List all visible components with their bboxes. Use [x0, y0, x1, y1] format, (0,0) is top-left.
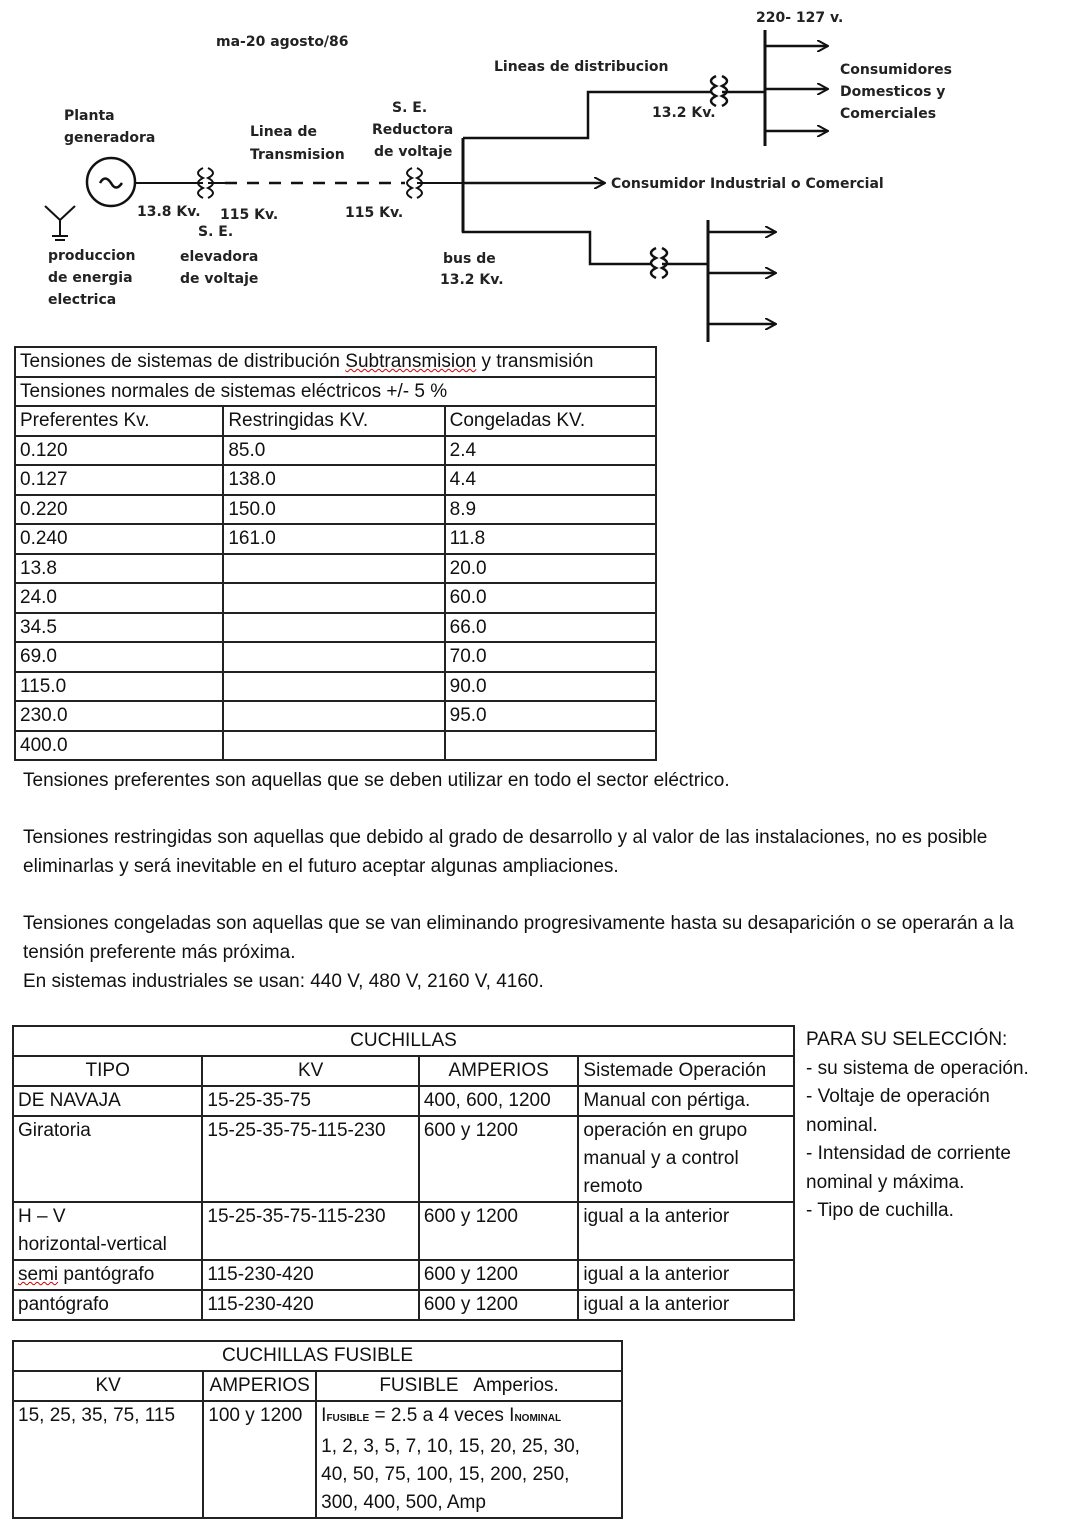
table-row [13, 1260, 794, 1290]
restringidas-text-2: eliminarlas y será inevitable en el futuro aceptar algunas ampliaciones. [23, 856, 619, 877]
cell-op: igual a la anterior [578, 1290, 794, 1320]
consumidores-label-3: Comerciales [840, 106, 937, 122]
cell-kv: 115-230-420 [202, 1290, 418, 1320]
cell: 400.0 [15, 731, 223, 761]
seleccion-title: PARA SU SELECCIÓN: [806, 1029, 1008, 1050]
cell [223, 613, 444, 643]
se-reductora-label-2: Reductora [372, 122, 454, 138]
voltage-table [14, 346, 657, 761]
table-row [13, 1202, 794, 1260]
cell [223, 583, 444, 613]
cell: 85.0 [223, 436, 444, 466]
cell: 0.127 [15, 465, 223, 495]
cell: 60.0 [445, 583, 656, 613]
planta-label-2: generadora [64, 130, 156, 146]
cell: 150.0 [223, 495, 444, 525]
cell: 66.0 [445, 613, 656, 643]
cuchillas-title: CUCHILLAS [13, 1026, 794, 1056]
bus-label-1: bus de [443, 251, 496, 267]
cell: 11.8 [445, 524, 656, 554]
cell-op: operación en grupo manual y a control remoto [578, 1116, 794, 1202]
table-row [13, 1290, 794, 1320]
table-row [15, 672, 656, 702]
table-row [15, 613, 656, 643]
cell: 13.8 [15, 554, 223, 584]
industriales-text: En sistemas industriales se usan: 440 V, 480 V, 2160 V, 4160. [23, 971, 544, 992]
produccion-label-1: produccion [48, 248, 136, 264]
kv-115-left-label: 115 Kv. [220, 207, 279, 223]
cell-op: igual a la anterior [578, 1202, 794, 1260]
cell: 20.0 [445, 554, 656, 584]
cell-amp: 600 y 1200 [419, 1116, 579, 1202]
cell: 161.0 [223, 524, 444, 554]
bus-label-2: 13.2 Kv. [440, 272, 504, 288]
table-row [15, 642, 656, 672]
header-sistema-operacion: Sistemade Operación [578, 1056, 794, 1086]
header-amperios: AMPERIOS [203, 1371, 316, 1401]
cell: 230.0 [15, 701, 223, 731]
cell: 0.120 [15, 436, 223, 466]
cell: 115.0 [15, 672, 223, 702]
linea-transmision-label-2: Transmision [250, 147, 345, 163]
se-elevadora-label-3: de voltaje [180, 271, 259, 287]
header-kv: KV [202, 1056, 418, 1086]
cell-kv: 15-25-35-75 [202, 1086, 418, 1116]
cell [223, 642, 444, 672]
cell: 24.0 [15, 583, 223, 613]
voltage-table-title: Tensiones de sistemas de distribución Subtransmision y transmisión [15, 347, 656, 377]
cell: 4.4 [445, 465, 656, 495]
table-row [15, 554, 656, 584]
cell: 69.0 [15, 642, 223, 672]
header-fusible: FUSIBLE Amperios. [316, 1371, 622, 1401]
kv-132-label: 13.2 Kv. [652, 105, 716, 121]
table-row [13, 1401, 622, 1518]
header-amperios: AMPERIOS [419, 1056, 579, 1086]
produccion-label-3: electrica [48, 292, 117, 308]
cell [223, 672, 444, 702]
step-down-transformer [407, 168, 463, 198]
cell-amp: 600 y 1200 [419, 1202, 579, 1260]
header-preferentes: Preferentes Kv. [15, 406, 223, 436]
cell-amp: 600 y 1200 [419, 1290, 579, 1320]
cell-kv: 15-25-35-75-115-230 [202, 1202, 418, 1260]
header-congeladas: Congeladas KV. [445, 406, 656, 436]
fusible-formula: IFUSIBLE = 2.5 a 4 veces INOMINAL [321, 1405, 562, 1426]
cell-amp: 600 y 1200 [419, 1260, 579, 1290]
cell [223, 731, 444, 761]
single-line-diagram [0, 0, 1092, 345]
cell-amp: 400, 600, 1200 [419, 1086, 579, 1116]
table-row [15, 524, 656, 554]
congeladas-text-1: Tensiones congeladas son aquellas que se van eliminando progresivamente hasta su desaparición o se operarán a la [23, 913, 1014, 934]
lineas-distribucion-label: Lineas de distribucion [494, 59, 669, 75]
cell: 0.220 [15, 495, 223, 525]
voltage-table-subtitle: Tensiones normales de sistemas eléctricos +/- 5 % [15, 377, 656, 407]
table-row [15, 465, 656, 495]
cell: 8.9 [445, 495, 656, 525]
upper-distribution-line [463, 30, 765, 146]
cell: 0.240 [15, 524, 223, 554]
cell-fusible: IFUSIBLE = 2.5 a 4 veces INOMINAL 1, 2, 3, 5, 7, 10, 15, 20, 25, 30, 40, 50, 75, 100, 15, 200, 250, 300, 400, 500, Amp [316, 1401, 622, 1518]
se-reductora-label-3: de voltaje [374, 144, 453, 160]
voltage-table-header [15, 406, 656, 436]
cell: 138.0 [223, 465, 444, 495]
header-tipo: TIPO [13, 1056, 202, 1086]
seleccion-line: - Voltaje de operación [806, 1086, 990, 1107]
seleccion-notes [806, 1026, 1029, 1226]
consumidores-label-1: Consumidores [840, 62, 952, 78]
cell-amp: 100 y 1200 [203, 1401, 316, 1518]
restringidas-text-1: Tensiones restringidas son aquellas que debido al grado de desarrollo y al valor de las instalaciones, no es posible [23, 827, 988, 848]
cell-tipo: pantógrafo [13, 1290, 202, 1320]
fusible-header [13, 1371, 622, 1401]
cell: 2.4 [445, 436, 656, 466]
seleccion-line: nominal. [806, 1114, 878, 1136]
table-row [13, 1116, 794, 1202]
table-row [13, 1086, 794, 1116]
preferentes-text: Tensiones preferentes son aquellas que se deben utilizar en todo el sector eléctrico. [23, 770, 730, 791]
table-row [15, 495, 656, 525]
cell [223, 554, 444, 584]
header-kv: KV [13, 1371, 203, 1401]
cell: 34.5 [15, 613, 223, 643]
cell-op: Manual con pértiga. [578, 1086, 794, 1116]
kv-115-right-label: 115 Kv. [345, 205, 404, 221]
ground-symbol [45, 206, 75, 240]
v-220-label: 220- 127 v. [756, 10, 844, 26]
cuchillas-table [12, 1025, 795, 1321]
table-row [15, 701, 656, 731]
generator-symbol [87, 158, 135, 206]
header-restringidas: Restringidas KV. [223, 406, 444, 436]
cell [223, 701, 444, 731]
se-elevadora-label-2: elevadora [180, 249, 259, 265]
table-row [15, 583, 656, 613]
cell-op: igual a la anterior [578, 1260, 794, 1290]
cell [445, 731, 656, 761]
cell-kv: 15, 25, 35, 75, 115 [13, 1401, 203, 1518]
consumidor-industrial-label: Consumidor Industrial o Comercial [611, 176, 884, 192]
cell: 90.0 [445, 672, 656, 702]
cell-tipo: Giratoria [13, 1116, 202, 1202]
cell-tipo: H – V horizontal-vertical [13, 1202, 202, 1260]
se-reductora-label-1: S. E. [392, 100, 428, 116]
step-up-transformer [195, 168, 225, 198]
cuchillas-header [13, 1056, 794, 1086]
cell-kv: 115-230-420 [202, 1260, 418, 1290]
seleccion-line: - su sistema de operación. [806, 1057, 1029, 1079]
fusible-table [12, 1340, 623, 1519]
cell-tipo: DE NAVAJA [13, 1086, 202, 1116]
consumidores-label-2: Domesticos y [840, 84, 946, 100]
lower-distribution-line [463, 183, 708, 342]
se-elevadora-label-1: S. E. [198, 224, 234, 240]
planta-label-1: Planta [64, 108, 115, 124]
seleccion-line: - Intensidad de corriente [806, 1143, 1011, 1164]
linea-transmision-label-1: Linea de [250, 124, 318, 140]
gen-kv-label: 13.8 Kv. [137, 204, 201, 220]
date-label: ma-20 agosto/86 [216, 34, 349, 50]
cell: 95.0 [445, 701, 656, 731]
cell-kv: 15-25-35-75-115-230 [202, 1116, 418, 1202]
cell-tipo: semi pantógrafo [13, 1260, 202, 1290]
seleccion-line: - Tipo de cuchilla. [806, 1200, 954, 1221]
congeladas-text-2: tensión preferente más próxima. [23, 942, 296, 963]
fusible-title: CUCHILLAS FUSIBLE [13, 1341, 622, 1371]
table-row [15, 436, 656, 466]
table-row [15, 731, 656, 761]
cell: 70.0 [445, 642, 656, 672]
produccion-label-2: de energia [48, 270, 133, 286]
seleccion-line: nominal y máxima. [806, 1171, 965, 1193]
